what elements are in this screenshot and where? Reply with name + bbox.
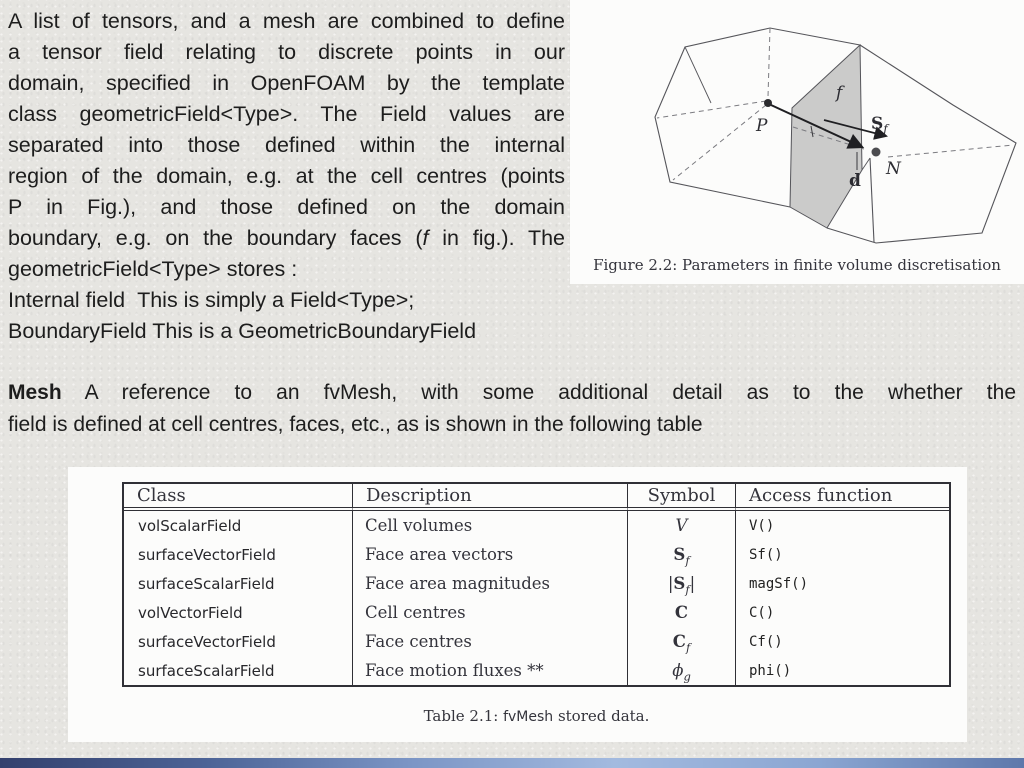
- cell-class: surfaceVectorField: [138, 632, 276, 651]
- text-line: [8, 99, 565, 130]
- cell-class: surfaceScalarField: [138, 574, 275, 593]
- text-line: [8, 223, 565, 254]
- cell-symbol: [627, 511, 735, 540]
- text-line: [8, 377, 1016, 409]
- cell-access-function: phi(): [735, 656, 949, 685]
- cell-description: Face area vectors: [352, 540, 627, 569]
- text-line: [8, 192, 565, 223]
- math-symbol: $\phi_g$: [672, 661, 691, 684]
- text-line: [8, 161, 565, 192]
- text-segment: separated into those defined within the internal: [8, 133, 565, 157]
- cell-class: surfaceVectorField: [138, 545, 276, 564]
- cell-class: volScalarField: [138, 516, 242, 535]
- text-line: [8, 6, 565, 37]
- mesh-paragraph: [8, 377, 1016, 441]
- table-header-symbol: Symbol: [627, 484, 735, 511]
- math-symbol: $|S_f|$: [667, 574, 696, 597]
- cell-description: Cell volumes: [352, 511, 627, 540]
- label-p: P: [756, 116, 768, 136]
- text-line: [8, 37, 565, 68]
- table-panel: [68, 467, 967, 742]
- footer-accent-bar: [0, 758, 1024, 768]
- math-symbol: V: [675, 516, 688, 535]
- text-line: [8, 68, 565, 99]
- cell-access-function: Cf(): [735, 627, 949, 656]
- table-header-description: Description: [352, 484, 627, 511]
- text-segment: Internal field This is simply a Field<Type>;: [8, 288, 415, 312]
- cell-symbol: [627, 540, 735, 569]
- text-segment: A reference to an fvMesh, with some additional detail as to the whether the: [61, 381, 1016, 404]
- cell-access-function: C(): [735, 598, 949, 627]
- cell-description: Face motion fluxes **: [352, 656, 627, 685]
- shared-face: [790, 45, 862, 228]
- text-line: [8, 130, 565, 161]
- cell-class: volVectorField: [138, 603, 243, 622]
- table-caption-post: stored data.: [553, 707, 650, 725]
- text-line: [8, 254, 565, 285]
- cell-description: Cell centres: [352, 598, 627, 627]
- table-header-access-function: Access function: [735, 484, 949, 511]
- cell-description: Face area magnitudes: [352, 569, 627, 598]
- text-segment: boundary, e.g. on the boundary faces (: [8, 226, 423, 250]
- table-header-class: Class: [124, 484, 352, 511]
- text-segment: A list of tensors, and a mesh are combined to define: [8, 9, 565, 33]
- point-n-marker: [872, 148, 881, 157]
- cell-access-function: magSf(): [735, 569, 949, 598]
- label-f: f: [836, 83, 843, 103]
- cell-access-function: V(): [735, 511, 949, 540]
- text-line: [8, 316, 565, 347]
- cell-access-function: Sf(): [735, 540, 949, 569]
- text-segment: P in Fig.), and those defined on the domain: [8, 195, 565, 219]
- figure-panel: [570, 0, 1024, 284]
- fvmesh-table: [122, 482, 951, 687]
- cell-symbol: [627, 569, 735, 598]
- finite-volume-figure: [570, 0, 1024, 254]
- table-caption: [122, 707, 951, 725]
- text-segment: Mesh: [8, 381, 62, 404]
- label-sf: $S_f$: [871, 114, 888, 136]
- text-segment: field is defined at cell centres, faces, etc., as is shown in the following table: [8, 413, 703, 436]
- intro-paragraph: [8, 6, 565, 347]
- table-caption-code: fvMesh: [503, 709, 554, 725]
- cell-symbol: [627, 627, 735, 656]
- math-symbol: C: [674, 603, 689, 622]
- label-d: d: [849, 171, 861, 191]
- math-symbol: $C_f$: [672, 632, 691, 655]
- table-caption-pre: Table 2.1:: [423, 707, 504, 725]
- text-segment: geometricField<Type> stores :: [8, 257, 298, 281]
- label-n: N: [886, 159, 901, 179]
- text-segment: BoundaryField This is a GeometricBoundaryField: [8, 319, 477, 343]
- cell-description: Face centres: [352, 627, 627, 656]
- text-line: [8, 285, 565, 316]
- cell-symbol: [627, 598, 735, 627]
- cell-class: surfaceScalarField: [138, 661, 275, 680]
- text-segment: f: [422, 226, 429, 250]
- text-segment: class geometricField<Type>. The Field values are: [8, 102, 565, 126]
- math-symbol: $S_f$: [673, 545, 690, 568]
- text-segment: a tensor field relating to discrete points in our: [8, 40, 565, 64]
- cell-symbol: [627, 656, 735, 685]
- point-p-marker: [764, 99, 772, 107]
- figure-caption: Figure 2.2: Parameters in finite volume discretisation: [593, 256, 1001, 274]
- text-line: [8, 409, 1016, 441]
- text-segment: in fig.). The: [428, 226, 565, 250]
- text-segment: domain, specified in OpenFOAM by the template: [8, 71, 565, 95]
- text-segment: region of the domain, e.g. at the cell centres (points: [8, 164, 565, 188]
